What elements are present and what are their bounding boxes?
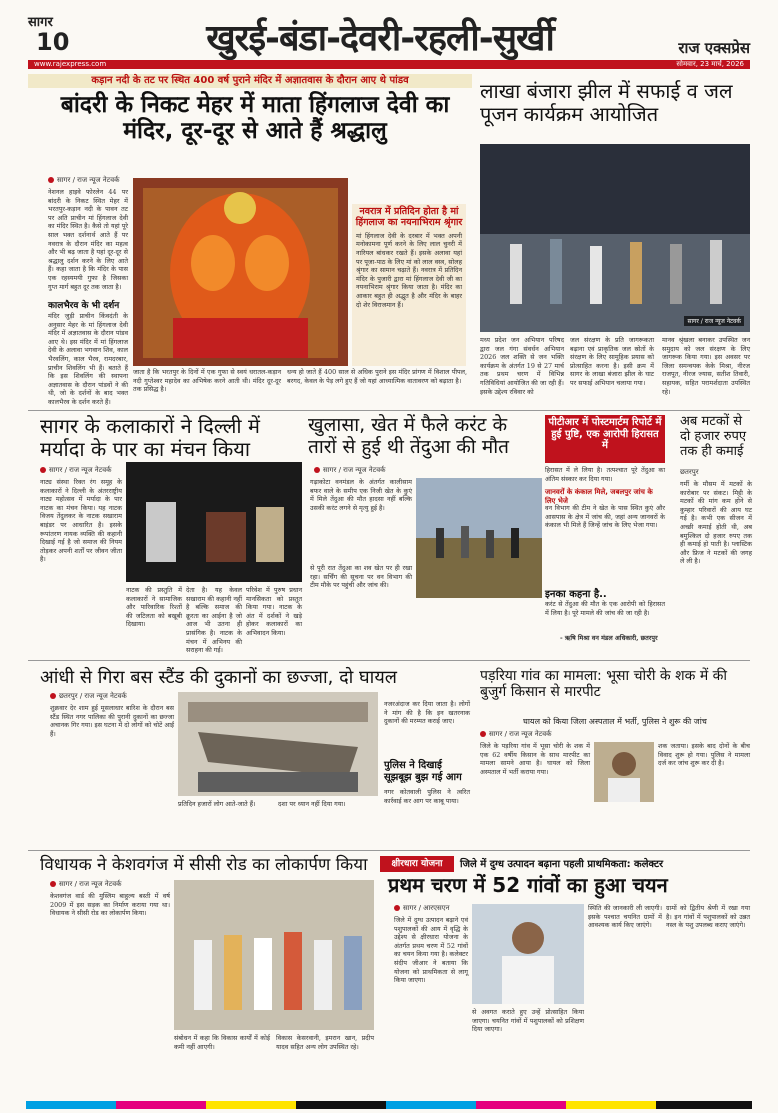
story10-label-tag	[380, 856, 454, 872]
story8-subheadline: घायल को किया जिला अस्पताल में भर्ती, पुलिस ने शुरू की जांच	[523, 717, 707, 726]
story5-subhead1: जानवरों के कंकाल मिले, जबलपुर जांच के लिए भेजे	[545, 488, 653, 505]
story10-label: क्षीरधारा योजना	[391, 859, 443, 869]
story7-sub-body: नगर कोतवाली पुलिस ने त्वरित कार्रवाई कर आग पर काबू पाया।	[384, 788, 470, 805]
story2-col1: मध्य प्रदेश जन अभियान परिषद द्वारा जल गंगा संवर्धन अभियान 2026 जल शक्ति से जन भक्ति कार्यक्रम के अंतर्गत 19 से 27 मार्च तक प्रथम चरण में विभिन्न गतिविधियां आयोजित की जा रही हैं। इसके उद्देश्य रविवार को	[480, 336, 564, 396]
story4-photo	[416, 478, 542, 598]
injured-farmer-image	[594, 742, 654, 802]
story6-headline: अब मटकों से दो हजार रुपए तक ही कमाई	[680, 414, 747, 459]
story3-byline: सागर / राज न्यूज नेटवर्क	[40, 466, 111, 475]
story3-col4: परिवेश में पुरुष प्रधान मानसिकता को प्रस्तुत किया गया। नाटक के अंत में दर्शकों ने खड़े होकर कलाकारों का अभिवादन किया।	[246, 586, 302, 637]
story10-headline: प्रथम चरण में 52 गांवों का हुआ चयन	[388, 873, 668, 897]
story4-col1: गढ़ाकोटा वनमंडल के अंतर्गत कालीसाम बफर वाले के समीप एक निजी खेत के कुएं में मिले तेंदुआ की मौत हादसा नहीं बल्कि उसकी करंट लगने से मृत्यु हुई है।	[310, 478, 412, 512]
masthead-bar	[28, 60, 750, 69]
story2-col2: जल संरक्षण के प्रति जागरूकता बढ़ाना एवं प्राकृतिक जल स्रोतों के संरक्षण के लिए सामूहिक प्रयास को प्रोत्साहित करना है। इसी क्रम में सागर के लाखा बंजारा झील के घाट पर सफाई अभियान चलाया गया।	[570, 336, 654, 387]
page-number: 10	[36, 28, 70, 56]
story4-headline: खुलासा, खेत में फैले करंट के तारों से हुई थी तेंदुआ की मौत	[308, 414, 509, 458]
story7-col1: शुक्रवार देर शाम हुई मूसलाधार बारिश के दौरान बस स्टैंड स्थित नगर पालिका की पुरानी दुकानों का छज्जा अचानक गिर गया। इस घटना में दो लोगों को चोटें आईं हैं।	[50, 704, 174, 738]
story1-sidebar-title: नवरात्र में प्रतिदिन होता है मां हिंगलाज का नयनाभिराम श्रृंगार	[355, 206, 463, 228]
story3-col3: देता है। यह केवल सखाराम की कहानी नहीं है बल्कि समाज की क्रूरता का आईना है जो आज भी उतना ही प्रासंगिक है। नाटक के मंचन में अभिनय की सराहना की गई।	[186, 586, 242, 655]
story3-headline: सागर के कलाकारों ने दिल्ली में मर्यादा के पार का मंचन किया	[40, 414, 260, 461]
story10-col4: ग्रामों को द्वितीय श्रेणी में रखा गया है। इन गांवों में पशुपालकों को उन्नत नस्ल के पशु उपलब्ध कराए जाएंगे।	[666, 904, 750, 930]
story9-col1: केशवगंज वार्ड की मुस्लिम बाहुल्य बस्ती में वर्ष 2009 में इस सड़क का निर्माण कराया गया था। विधायक ने सीसी रोड का लोकार्पण किया।	[50, 892, 170, 918]
story4-byline: सागर / राज न्यूज नेटवर्क	[314, 466, 385, 475]
brand-name: राज एक्सप्रेस	[678, 39, 750, 57]
story8-byline: सागर / राज न्यूज नेटवर्क	[480, 730, 551, 739]
story4-col3: से पूरी रात तेंदुआ का शव खेत पर ही रखा रहा। सर्चिंग की सूचना पर वन विभाग की टीम मौके पर पहुंची और जांच की।	[310, 564, 412, 590]
story6-body: गर्मी के मौसम में मटकों के कारोबार पर संकट। मिट्टी के मटकों की मांग कम होने से कुम्हार परिवारों की आय घट गई है। कभी एक सीजन में अच्छी कमाई होती थी, अब बमुश्किल दो हजार रुपए तक ही कमाई हो पाती है। प्लास्टिक और फ्रिज ने मटकों की जगह ले ली है।	[680, 480, 752, 566]
story5-quote: करंट से तेंदुआ की मौत के एक आरोपी को हिरासत में लिया है। पूरे मामले की जांच की जा रही है।	[545, 600, 665, 617]
story2-headline: लाखा बंजारा झील में सफाई व जल पूजन कार्यक्रम आयोजित	[480, 79, 733, 126]
story3-col1: नाट्य संस्था रिक्त रंग समूह के कलाकारों ने दिल्ली के अंतरराष्ट्रीय नाट्य महोत्सव में मर्यादा के पार नाटक का मंचन किया। यह नाटक विजय तेंदुलकर के नाटक सखाराम बाइंडर पर आधारित है। इसके रूपांतरण नायक व्यक्ति की कहानी दिखाई गई है जो समाज की नियम तोड़कर अपनी शर्तों पर जीवन जीता है।	[40, 478, 122, 564]
story9-photo	[174, 880, 374, 1030]
story10-kicker: जिले में दुग्ध उत्पादन बढ़ाना पहली प्राथमिकता: कलेक्टर	[460, 859, 664, 870]
story2-photo-caption: सागर / राज न्यूज नेटवर्क	[684, 316, 744, 326]
story8-headline: पड़रिया गांव का मामला: भूसा चोरी के शक में की बुजुर्ग किसान से मारपीट	[480, 668, 728, 701]
divider	[28, 660, 750, 661]
story1-kicker-bar	[28, 74, 472, 88]
print-color-strip	[26, 1094, 752, 1102]
story7-col4: नजरअंदाज कर दिया जाता है। लोगों ने मांग की है कि इन खतरनाक दुकानों की मरम्मत कराई जाए।	[384, 700, 470, 726]
story8-col2: शक जताया। इसके बाद दोनों के बीच विवाद शुरू हो गया। पुलिस ने मामला दर्ज कर जांच शुरू कर दी है।	[658, 742, 750, 768]
website-link[interactable]: www.rajexpress.com	[34, 60, 107, 68]
lake-cleanup-image	[480, 144, 750, 332]
story2-col3: मानव श्रृंखला बनाकर उपस्थित जन समुदाय को जल संरक्षण के लिए जागरूक किया गया। इस अवसर पर जिला समन्वयक केके मिश्रा, नीरज राजपूत, नीरज ज्यास, सतीश तिवारी, सहायक, सहित परामर्शदाता उपस्थित रहे।	[662, 336, 750, 396]
story5-col2: वन विभाग की टीम ने खेत के पास स्थित कुएं और आसपास के क्षेत्र में जांच की, जहां अन्य जानवरों के कंकाल भी मिले हैं जिन्हें जांच के लिए भेजा गया।	[545, 504, 665, 530]
story9-col2: संबोधन में कहा कि विकास कार्यों में कोई कमी नहीं आएगी।	[174, 1034, 270, 1051]
story10-photo	[472, 904, 584, 1004]
story1-bottom-col1: जाता है कि भरतपुर के दिनों में एक गुफा से स्वयं धरातल-कड़ान नदी गुप्तेश्वर महादेव का अभिषेक करने आती थी। मंदिर दूर-दूर तक प्रसिद्ध है।	[133, 368, 281, 394]
goddess-idol-image	[133, 178, 348, 366]
collapsed-shop-roof-image	[178, 692, 378, 796]
story1-body: नेशनल हाइवे फोरलेन 44 पर बांदरी के निकट स्थित मेहर में भरतपुर-कड़ान नदी के पावन तट पर अति प्राचीन मां हिंगलाज देवी का मंदिर स्थित है। कैसे तो यहां पूरे साल भक्त दर्शनार्थ आते हैं पर नवरात्र के दौरान मंदिर का महत्व और भी बढ़ जाता है यहां दूर-दूर से श्रद्धालु दर्शन करने के लिए आते हैं। कहा जाता है कि मंदिर के पास एक रहस्यमयी गुफा है जिसका गुप्त मार्ग बहुत दूर तक जाता है।	[48, 188, 128, 291]
story5-quote-by: - ऋषि मिश्रा वन मंडल अधिकारी, छतरपुर	[560, 634, 658, 642]
story10-col2: से अवगत कराते हुए उन्हें प्रोत्साहित किया जाएगा। चयनित गांवों में पशुपालकों को प्रशिक्षण दिया जाएगा।	[472, 1008, 584, 1034]
story10-col3: स्थिति की जानकारी ली जाएगी। इसके पश्चात चयनित ग्रामों में आवश्यक कार्य किए जाएंगे।	[588, 904, 662, 930]
story1-sidebar	[352, 204, 466, 366]
story5-headline: पीटीआर में पोस्टमार्टम रिपोर्ट में हुई पुष्टि, एक आरोपी हिरासत में	[548, 417, 662, 451]
story7-photo	[178, 692, 378, 796]
story9-byline: सागर / राज न्यूज नेटवर्क	[50, 880, 121, 889]
page-title: खुरई-बंडा-देवरी-रहली-सुर्खी	[206, 18, 554, 59]
story8-col1: जिले के पड़रिया गांव में भूसा चोरी के शक में एक 62 वर्षीय किसान के साथ मारपीट का मामला सामने आया है। घायल को जिला अस्पताल में भर्ती कराया गया।	[480, 742, 590, 776]
issue-date: सोमवार, 23 मार्च, 2026	[676, 60, 744, 68]
story5-headline-box	[545, 415, 665, 463]
story10-byline: सागर / आरएसएन	[394, 904, 450, 913]
story7-sub-headline: पुलिस ने दिखाई सूझबूझ बुझ गई आग	[384, 760, 462, 783]
story1-headline: बांदरी के निकट मेहर में माता हिंगलाज देवी का मंदिर, दूर-दूर से आते हैं श्रद्धालु	[60, 92, 450, 145]
story8-photo	[594, 742, 654, 802]
story7-col3: दशा पर ध्यान नहीं दिया गया।	[278, 800, 346, 808]
story10-col1: जिले में दुग्ध उत्पादन बढ़ाने एवं पशुपालकों की आय में वृद्धि के उद्देश्य से क्षीरधारा योजना के अंतर्गत प्रथम चरण में 52 गांवों का चयन किया गया है। कलेक्टर संदीप जीआर ने बताया कि योजना को प्राथमिकता से लागू किया जाएगा।	[394, 916, 468, 985]
story7-col2: प्रतिदिन हजारों लोग आते-जाते हैं।	[178, 800, 256, 808]
divider	[28, 410, 750, 411]
story2-photo	[480, 144, 750, 332]
story5-col1: हिरासत में ले लिया है। तत्पश्चात पूरे तेंदुआ का अंतिम संस्कार कर दिया गया।	[545, 466, 665, 483]
page-section-name: सागर	[28, 15, 53, 30]
story7-byline: छतरपुर / राज न्यूज नेटवर्क	[50, 692, 127, 701]
story1-subhead: कालभैरव के भी दर्शन	[48, 301, 120, 311]
story1-body2: मंदिर जुड़ी प्राचीन किंवदंती के अनुसार मेहर के मां हिंगलाज देवी मंदिर में अज्ञातवास के दौरान पांडव आए थे। इस मंदिर में मां हिंगलाज देवी के अलावा भगवान शिव, काल भैरवलिंग, काल भैरव, रामदरबार, प्राचीन शिवलिंग भी हैं। बताते हैं कि इस शिवलिंग की स्थापना अज्ञातवास के दौरान पांडवों ने की थी, जो के दर्शनों के बाद भक्त कालभैरव के दर्शन करते हैं।	[48, 312, 128, 406]
collector-portrait-image	[472, 904, 584, 1004]
story9-col3: विकास केसरवानी, इमरान खान, प्रदीप यादव सहित अन्य लोग उपस्थित रहे।	[276, 1034, 374, 1051]
story1-bottom-col2: धन्य हो जाते हैं 400 साल से अधिक पुराने इस मंदिर प्रांगण में विशाल पीपल, बरगद, केवल के पेड़ लगे हुए हैं जो यहां आध्यात्मिक वातावरण को बढ़ाता है।	[287, 368, 467, 385]
story5-subhead2: इनका कहना है..	[545, 589, 607, 600]
story6-byline: छतरपुर	[680, 468, 699, 476]
story1-sidebar-body: मां हिंगलाज देवी के दरबार में भक्त अपनी मनोकामना पूर्ण करने के लिए लाल चुनरी में नारियल बांधकर रखते हैं। इसके अलावा यहां पर पूजा-पाठ के लिए मां को लाल वस्त्र, सोलह श्रृंगार का सामान चढ़ाते हैं। नवरात्र में प्रतिदिन मंदिर के पुजारी द्वारा मां हिंगलाज देवी जी का नयनाभिराम श्रृंगार किया जाता है। मंदिर का आकार बहुत ही अद्भुत है और मंदिर के बाहर दो शेर विराजमान हैं।	[356, 231, 462, 309]
story1-byline: सागर / राज न्यूज नेटवर्क	[48, 176, 119, 185]
story3-photo	[126, 462, 302, 582]
field-inspection-image	[416, 478, 542, 598]
story1-photo	[133, 178, 348, 366]
story7-headline: आंधी से गिरा बस स्टैंड की दुकानों का छज्जा, दो घायल	[40, 667, 397, 688]
theatre-stage-image	[126, 462, 302, 582]
divider	[28, 850, 750, 851]
story9-headline: विधायक ने केशवगंज में सीसी रोड का लोकार्पण किया	[40, 855, 368, 875]
road-inauguration-image	[174, 880, 374, 1030]
story3-col2: नाटक की प्रस्तुति में कलाकारों ने सामाजिक और पारिवारिक रिश्तों की जटिलता को बखूबी दिखाया।	[126, 586, 182, 629]
story1-kicker: कड़ान नदी के तट पर स्थित 400 वर्ष पुराने मंदिर में अज्ञातवास के दौरान आए थे पांडव	[91, 75, 409, 86]
